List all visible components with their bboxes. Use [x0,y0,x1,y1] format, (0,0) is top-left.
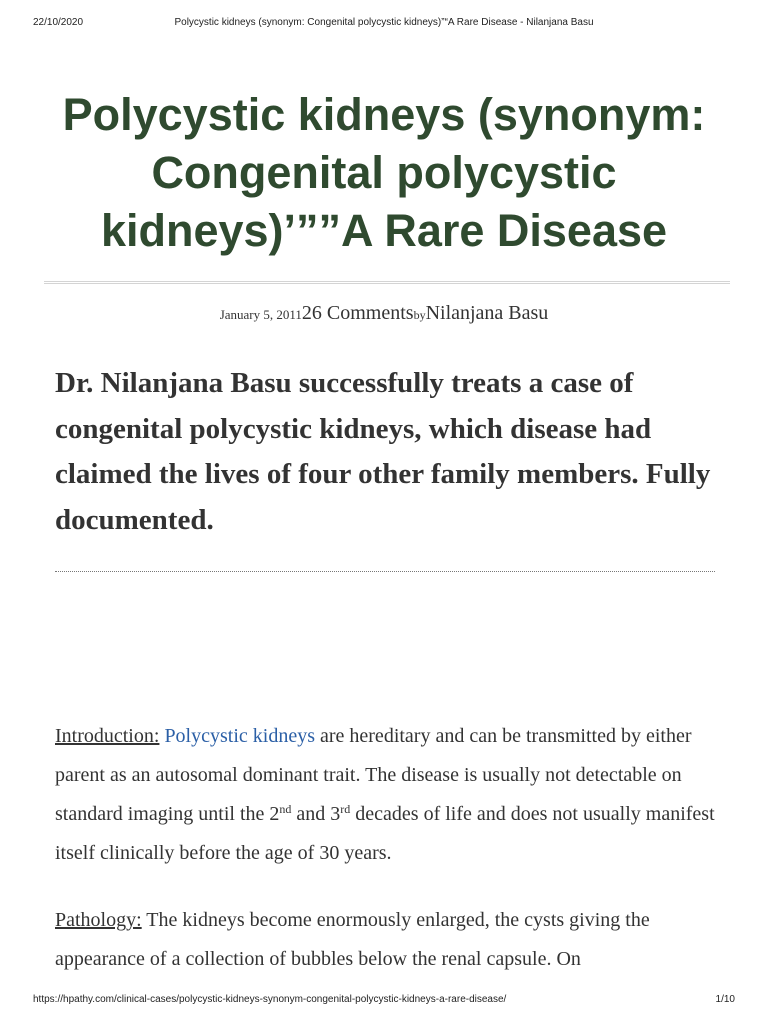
title-divider [44,281,730,284]
print-url[interactable]: https://hpathy.com/clinical-cases/polycystic-kidneys-synonym-congenital-polycystic-kidneys-a-rare-disease/ [33,994,507,1005]
pathology-paragraph [55,901,720,979]
lead-divider [55,571,715,572]
article-title: Polycystic kidneys (synonym: Congenital polycystic kidneys)’””A Rare Disease [62,89,706,256]
introduction-label: Introduction: [55,725,160,747]
print-date: 22/10/2020 [33,17,84,28]
author-link[interactable]: Nilanjana Basu [425,302,549,324]
page-number: 1/10 [715,994,735,1005]
polycystic-kidneys-link[interactable]: Polycystic kidneys [164,725,315,747]
intro-sup-nd: nd [279,802,292,816]
print-header [0,17,768,31]
intro-sup-rd: rd [340,802,351,816]
intro-text-2: and 3 [291,803,341,825]
introduction-paragraph [55,717,720,873]
by-label: by [413,308,426,322]
post-date: January 5, 2011 [219,307,302,322]
print-page-title: Polycystic kidneys (synonym: Congenital polycystic kidneys)”“A Rare Disease - Nilanjana Basu [174,17,594,28]
comments-link[interactable]: 26 Comments [301,302,414,324]
intro-text-3: decades of life and does not usually manifest itself clinically before the age of 30 years. [55,803,715,864]
pathology-label: Pathology: [55,909,142,931]
article-meta [0,302,768,325]
intro-text-1: are hereditary and can be transmitted by either parent as an autosomal dominant trait. The disease is usually not detectable on standard imaging until the 2 [55,725,692,825]
article-lead: Dr. Nilanjana Basu successfully treats a case of congenital polycystic kidneys, which disease had claimed the lives of four other family members. Fully documented. [55,367,711,536]
pathology-text: The kidneys become enormously enlarged, the cysts giving the appearance of a collection of bubbles below the renal capsule. On [55,909,650,970]
